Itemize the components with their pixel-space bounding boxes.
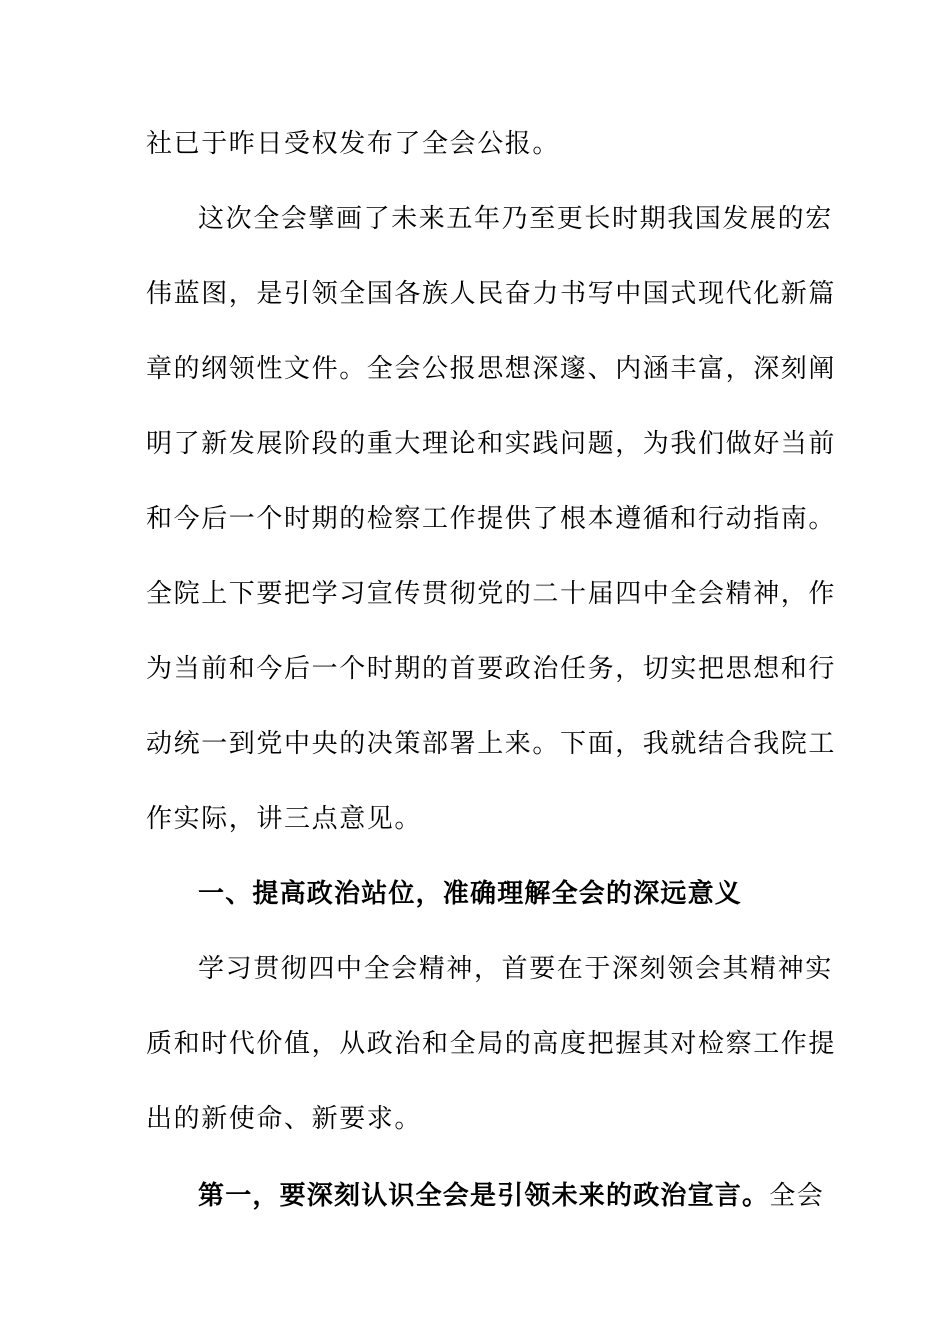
paragraph-line: 出的新使命、新要求。 — [146, 1104, 423, 1134]
section-heading: 一、提高政治站位，准确理解全会的深远意义 — [198, 879, 743, 909]
paragraph-line: 作实际，讲三点意见。 — [146, 804, 423, 834]
paragraph-line: 明了新发展阶段的重大理论和实践问题，为我们做好当前 — [146, 429, 837, 459]
paragraph-line: 这次全会擘画了未来五年乃至更长时期我国发展的宏 — [198, 204, 833, 234]
paragraph-continuation: 全会 — [769, 1181, 825, 1211]
paragraph-line: 全院上下要把学习宣传贯彻党的二十届四中全会精神，作 — [146, 579, 837, 609]
paragraph-line: 章的纲领性文件。全会公报思想深邃、内涵丰富，深刻阐 — [146, 354, 837, 384]
paragraph-line: 为当前和今后一个时期的首要政治任务，切实把思想和行 — [146, 654, 837, 684]
paragraph-line — [198, 1180, 825, 1212]
paragraph-line: 动统一到党中央的决策部署上来。下面，我就结合我院工 — [146, 729, 837, 759]
paragraph-line: 社已于昨日受权发布了全会公报。 — [146, 129, 561, 159]
paragraph-line: 学习贯彻四中全会精神，首要在于深刻领会其精神实 — [198, 954, 833, 984]
paragraph-line: 质和时代价值，从政治和全局的高度把握其对检察工作提 — [146, 1029, 837, 1059]
paragraph-line: 伟蓝图，是引领全国各族人民奋力书写中国式现代化新篇 — [146, 279, 837, 309]
bold-lead-sentence: 第一，要深刻认识全会是引领未来的政治宣言。 — [198, 1181, 770, 1211]
paragraph-line: 和今后一个时期的检察工作提供了根本遵循和行动指南。 — [146, 504, 837, 534]
